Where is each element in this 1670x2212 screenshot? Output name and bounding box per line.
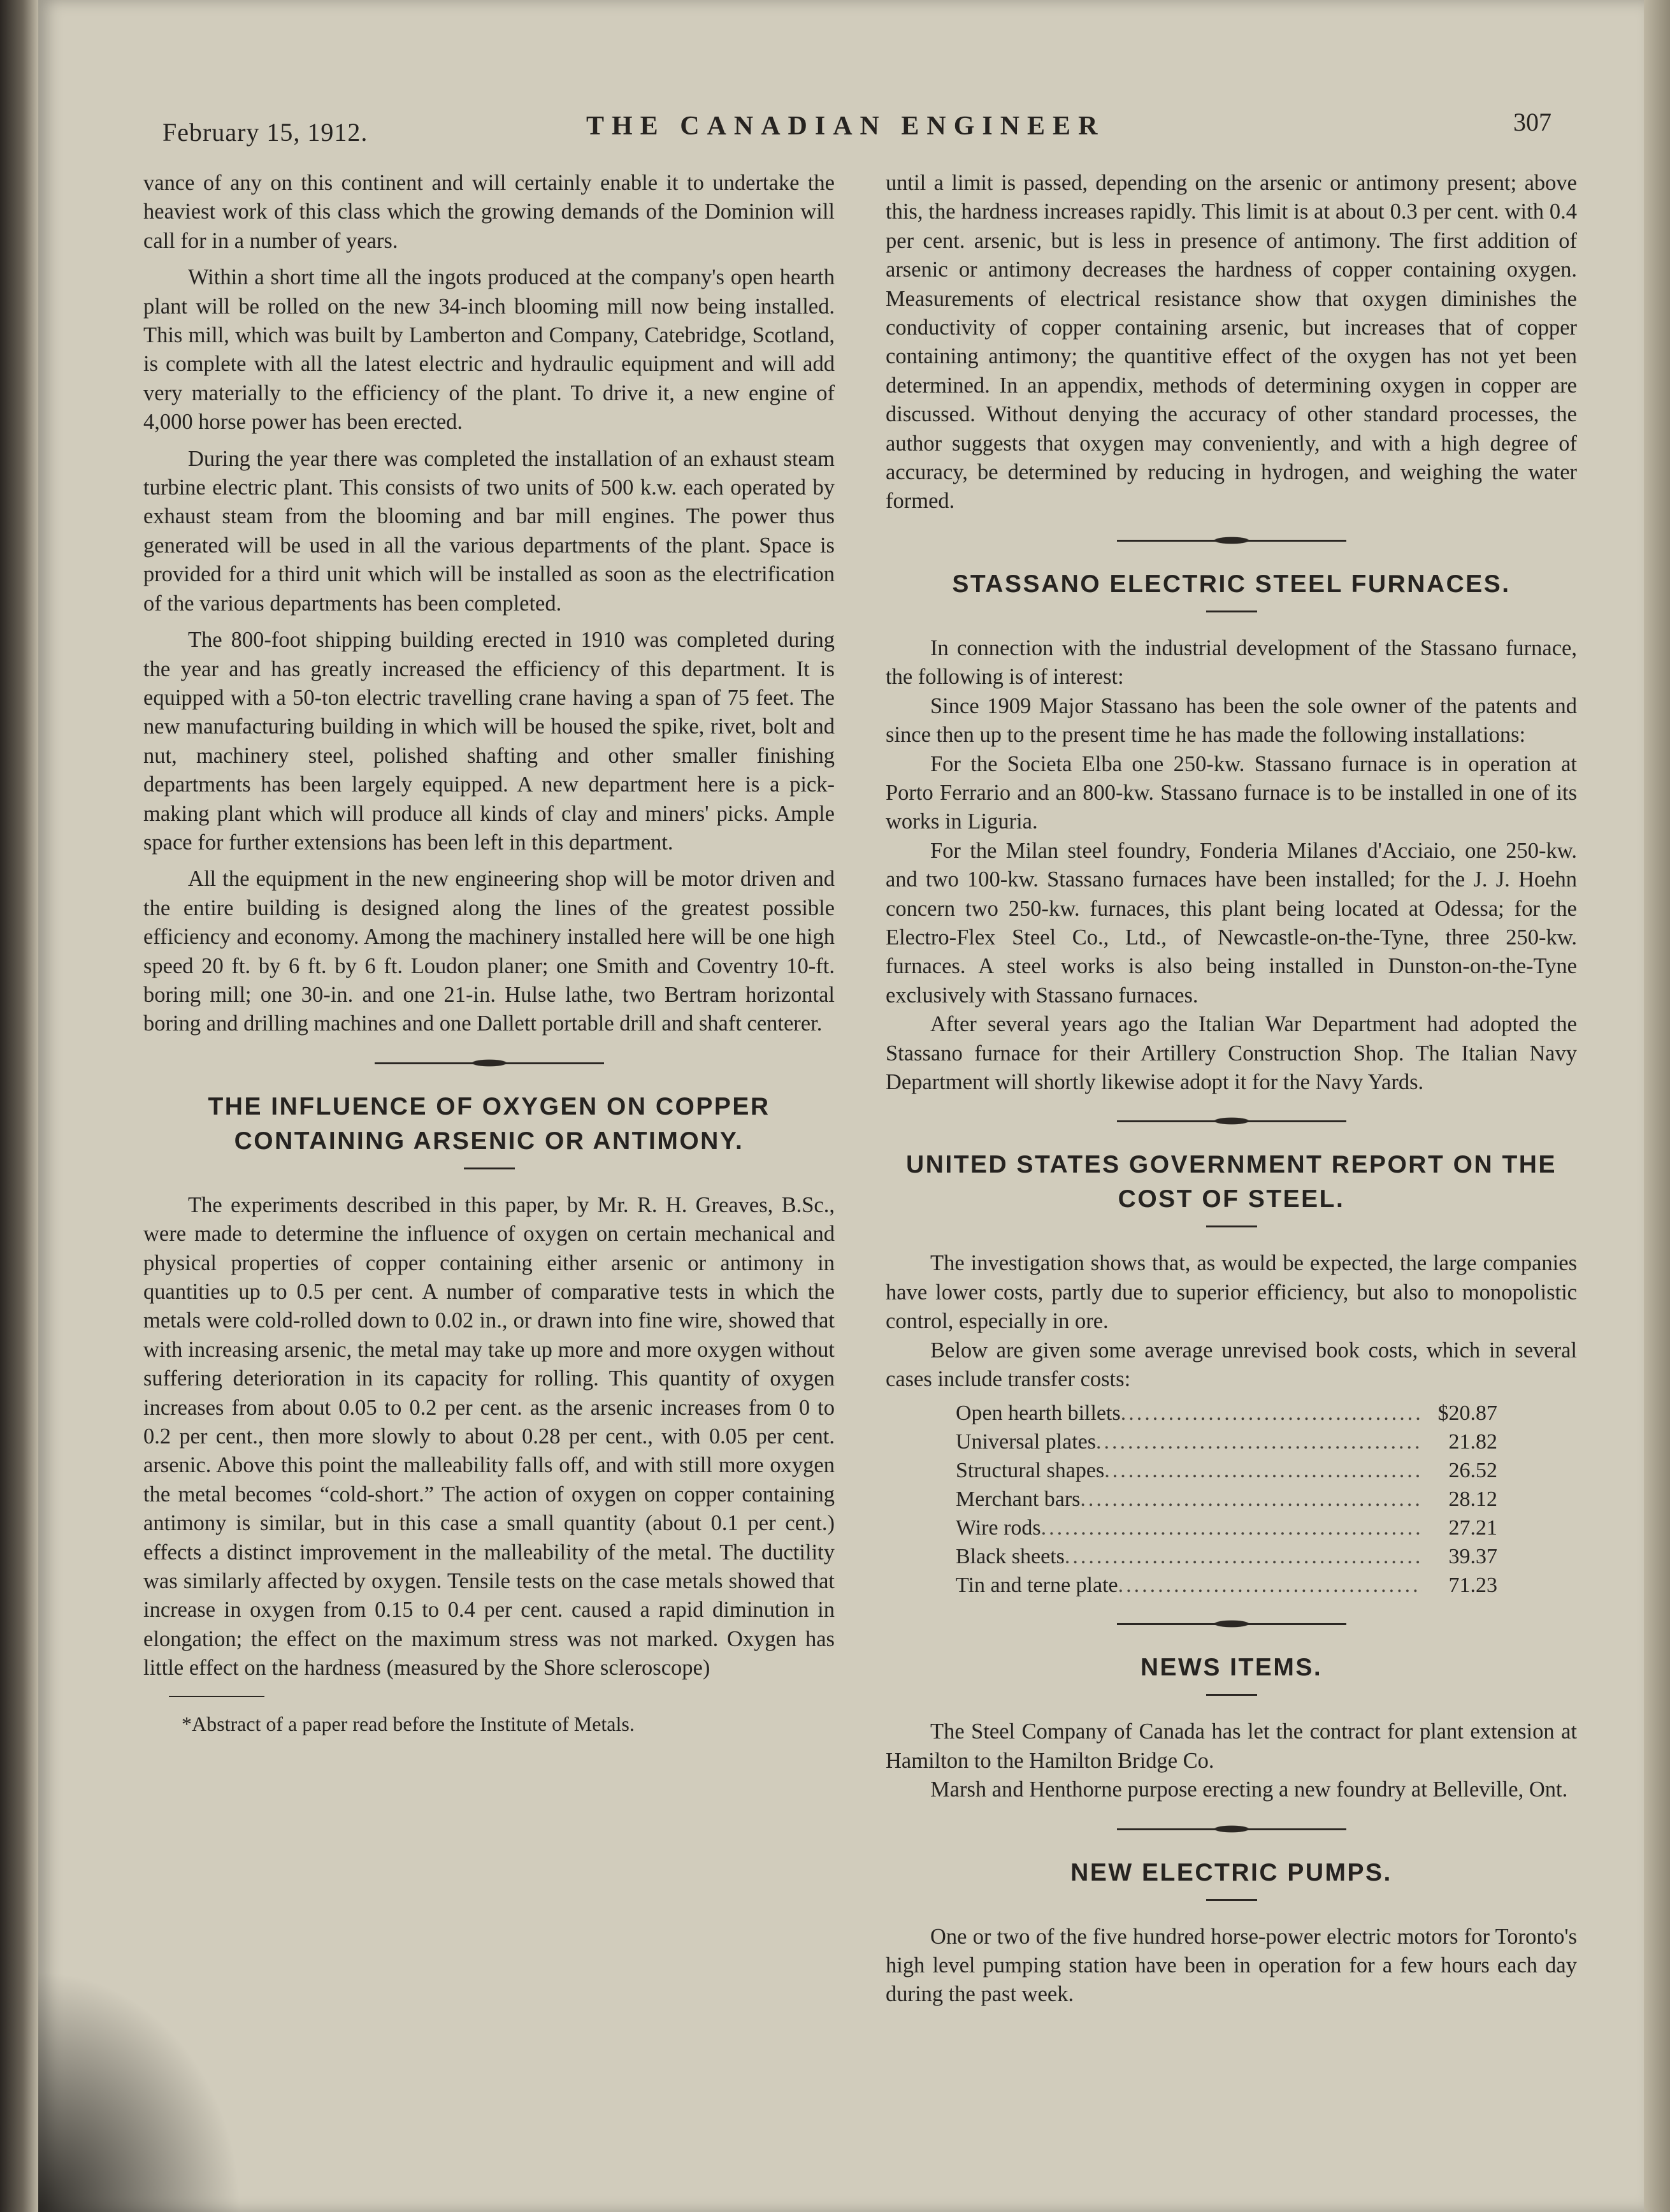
cost-item: Structural shapes: [956, 1459, 1105, 1483]
left-column: [143, 169, 835, 1737]
cost-value: 21.82: [1448, 1430, 1497, 1454]
cost-item: Universal plates: [956, 1430, 1096, 1454]
paragraph: vance of any on this continent and will certainly enable it to undertake the heaviest work of this class which the growing demands of the Dominion will call for in a number of years.: [143, 171, 835, 253]
leader-dots: [1065, 1542, 1422, 1571]
cost-row: [956, 1542, 1497, 1571]
book-gutter: [0, 0, 38, 2212]
cost-item: Wire rods: [956, 1516, 1041, 1540]
cost-row: [956, 1571, 1497, 1600]
section-divider: [375, 1058, 604, 1068]
paragraph: After several years ago the Italian War Department had adopted the Stassano furnace for their Artillery Construction Shop. The Italian Navy Department will shortly likewise adopt it for the Navy Yards.: [886, 1012, 1577, 1094]
paragraph: The Steel Company of Canada has let the contract for plant extension at Hamilton to the Hamilton Bridge Co.: [886, 1719, 1577, 1773]
paragraph: Below are given some average unrevised book costs, which in several cases include transfer costs:: [886, 1338, 1577, 1391]
cost-row: [956, 1428, 1497, 1456]
issue-date: February 15, 1912.: [162, 118, 368, 147]
running-header: [162, 107, 1551, 152]
leader-dots: [1118, 1571, 1422, 1600]
page-edge: [1644, 0, 1670, 2212]
heading-rule: [1206, 1694, 1257, 1696]
paragraph: Since 1909 Major Stassano has been the sole owner of the patents and since then up to the present time he has made the following installations:: [886, 693, 1577, 748]
binding-shadow: [38, 1970, 242, 2212]
journal-title: THE CANADIAN ENGINEER: [586, 112, 1105, 141]
section-divider: [1117, 1619, 1346, 1629]
cost-value: 28.12: [1448, 1487, 1497, 1512]
heading-rule: [1206, 1225, 1257, 1227]
cost-item: Tin and terne plate: [956, 1573, 1118, 1598]
cost-row: [956, 1485, 1497, 1514]
paragraph: For the Milan steel foundry, Fonderia Milanes d'Acciaio, one 250-kw. and two 100-kw. Stassano furnaces have been installed; for the J. J. Hoehn concern two 250-kw. furnaces, this plant being located at Odessa; for the Electro-Flex Steel Co., Ltd., of Newcastle-on-the-Tyne, three 250-kw. furnaces. A steel works is also being installed in Dunston-on-the-Tyne exclusively with Stassano furnaces.: [886, 838, 1577, 1008]
article-heading-oxygen: THE INFLUENCE OF OXYGEN ON COPPER CONTAINING ARSENIC OR ANTIMONY.: [208, 1092, 770, 1155]
paragraph: until a limit is passed, depending on the arsenic or antimony present; above this, the hardness increases rapidly. This limit is at about 0.3 per cent. with 0.4 per cent. arsenic, but is less in presence of antimony. The first addition of arsenic or antimony decreases the hardness of copper containing oxygen. Measurements of electrical resistance show that oxygen diminishes the conductivity of copper containing arsenic, but increases that of copper containing antimony; the quantitive effect of the oxygen has not yet been determined. In an appendix, methods of determining oxygen in copper are discussed. Without denying the accuracy of other standard processes, the author suggests that oxygen may conveniently, and with a high degree of accuracy, be determined by reducing in hydrogen, and weighing the water formed.: [886, 171, 1577, 514]
leader-dots: [1104, 1456, 1422, 1485]
leader-dots: [1041, 1514, 1422, 1542]
paragraph: Marsh and Henthorne purpose erecting a new foundry at Belleville, Ont.: [930, 1777, 1568, 1802]
leader-dots: [1080, 1485, 1422, 1514]
cost-item: Open hearth billets: [956, 1401, 1121, 1426]
page-number: 307: [1513, 108, 1551, 136]
leader-dots: [1096, 1428, 1422, 1456]
cost-value: 71.23: [1448, 1573, 1497, 1598]
cost-table: [956, 1399, 1497, 1600]
paragraph: All the equipment in the new engineering shop will be motor driven and the entire building is designed along the lines of the greatest possible efficiency and economy. Among the machinery installed here will be one high speed 20 ft. by 6 ft. by 6 ft. Loudon planer; one Smith and Coventry 10-ft. boring mill; one 30-in. and one 21-in. Hulse lathe, two Bertram horizontal boring and drilling machines and one Dallett portable drill and shaft centerer.: [143, 867, 835, 1036]
paragraph: For the Societa Elba one 250-kw. Stassano furnace is in operation at Porto Ferrario and an 800-kw. Stassano furnace is to be installed in one of its works in Liguria.: [886, 751, 1577, 834]
section-divider: [1117, 1824, 1346, 1834]
cost-value: 39.37: [1448, 1545, 1497, 1569]
paragraph: The investigation shows that, as would be expected, the large companies have lower costs, partly due to superior efficiency, but also to monopolistic control, especially in ore.: [886, 1251, 1577, 1334]
cost-value: $20.87: [1437, 1401, 1497, 1426]
cost-value: 27.21: [1448, 1516, 1497, 1540]
paragraph: Within a short time all the ingots produced at the company's open hearth plant will be rolled on the new 34-inch blooming mill now being installed. This mill, which was built by Lamberton and Company, Catebridge, Scotland, is complete with all the latest electric and hydraulic equipment and will add very materially to the efficiency of the plant. To drive it, a new engine of 4,000 horse power has been erected.: [143, 265, 835, 435]
right-column: [886, 169, 1577, 2009]
cost-row: [956, 1514, 1497, 1542]
heading-rule: [1206, 611, 1257, 612]
paragraph: One or two of the five hundred horse-power electric motors for Toronto's high level pumping station have been in operation for a few hours each day during the past week.: [886, 1924, 1577, 2007]
paragraph: During the year there was completed the installation of an exhaust steam turbine electric plant. This consists of two units of 500 k.w. each operated by exhaust steam from the blooming and bar mill engines. The power thus generated will be used in all the various departments of the plant. Space is provided for a third unit which will be installed as soon as the electrification of the various departments has been completed.: [143, 446, 835, 616]
paragraph: The 800-foot shipping building erected in 1910 was completed during the year and has greatly increased the efficiency of this department. It is equipped with a 50-ton electric travelling crane having a span of 75 feet. The new manufacturing building in which will be housed the spike, rivet, bolt and nut, machinery steel, polished shafting and other smaller finishing departments has been largely equipped. A new department here is a pick-making plant which will produce all kinds of clay and miners' picks. Ample space for further extensions has been left in this department.: [143, 628, 835, 855]
cost-row: [956, 1456, 1497, 1485]
heading-rule: [1206, 1899, 1257, 1901]
paragraph: The experiments described in this paper, by Mr. R. H. Greaves, B.Sc., were made to determine the influence of oxygen on certain mechanical and physical properties of copper containing either arsenic or antimony in quantities up to 0.5 per cent. A number of comparative tests in which the metals were cold-rolled down to 0.02 in., or drawn into fine wire, showed that with increasing arsenic, the metal may take up more and more oxygen without suffering deterioration in its capacity for rolling. This quantity of oxygen increases from about 0.05 to 0.2 per cent. as the arsenic increases from 0 to 0.2 per cent., then more slowly to about 0.28 per cent., with 0.05 per cent. arsenic. Above this point the malleability falls off, and with still more oxygen the metal becomes “cold-short.” The action of oxygen on copper containing antimony is similar, but in this case a small quantity (about 0.1 per cent.) effects a distinct improvement in the malleability of the metal. The ductility was similarly affected by oxygen. Tensile tests on the case metals showed that increase in oxygen from 0.15 to 0.4 per cent. caused a rapid diminution in elongation; the effect on the maximum stress was not marked. Oxygen has little effect on the hardness (measured by the Shore scleroscope): [143, 1192, 835, 1681]
section-divider: [1117, 1116, 1346, 1126]
article-heading-pumps: NEW ELECTRIC PUMPS.: [1070, 1858, 1392, 1886]
cost-value: 26.52: [1448, 1459, 1497, 1483]
footnote-rule: [169, 1696, 264, 1697]
section-divider: [1117, 535, 1346, 546]
leader-dots: [1121, 1399, 1422, 1428]
article-heading-stassano: STASSANO ELECTRIC STEEL FURNACES.: [952, 570, 1511, 598]
cost-item: Black sheets: [956, 1545, 1065, 1569]
heading-rule: [464, 1167, 515, 1169]
footnote: *Abstract of a paper read before the Institute of Metals.: [182, 1712, 635, 1735]
paragraph: In connection with the industrial development of the Stassano furnace, the following is of interest:: [886, 635, 1577, 690]
article-heading-news: NEWS ITEMS.: [1140, 1654, 1323, 1682]
cost-item: Merchant bars: [956, 1487, 1081, 1512]
cost-row: [956, 1399, 1497, 1428]
article-heading-report: UNITED STATES GOVERNMENT REPORT ON THE COST OF STEEL.: [906, 1151, 1557, 1213]
